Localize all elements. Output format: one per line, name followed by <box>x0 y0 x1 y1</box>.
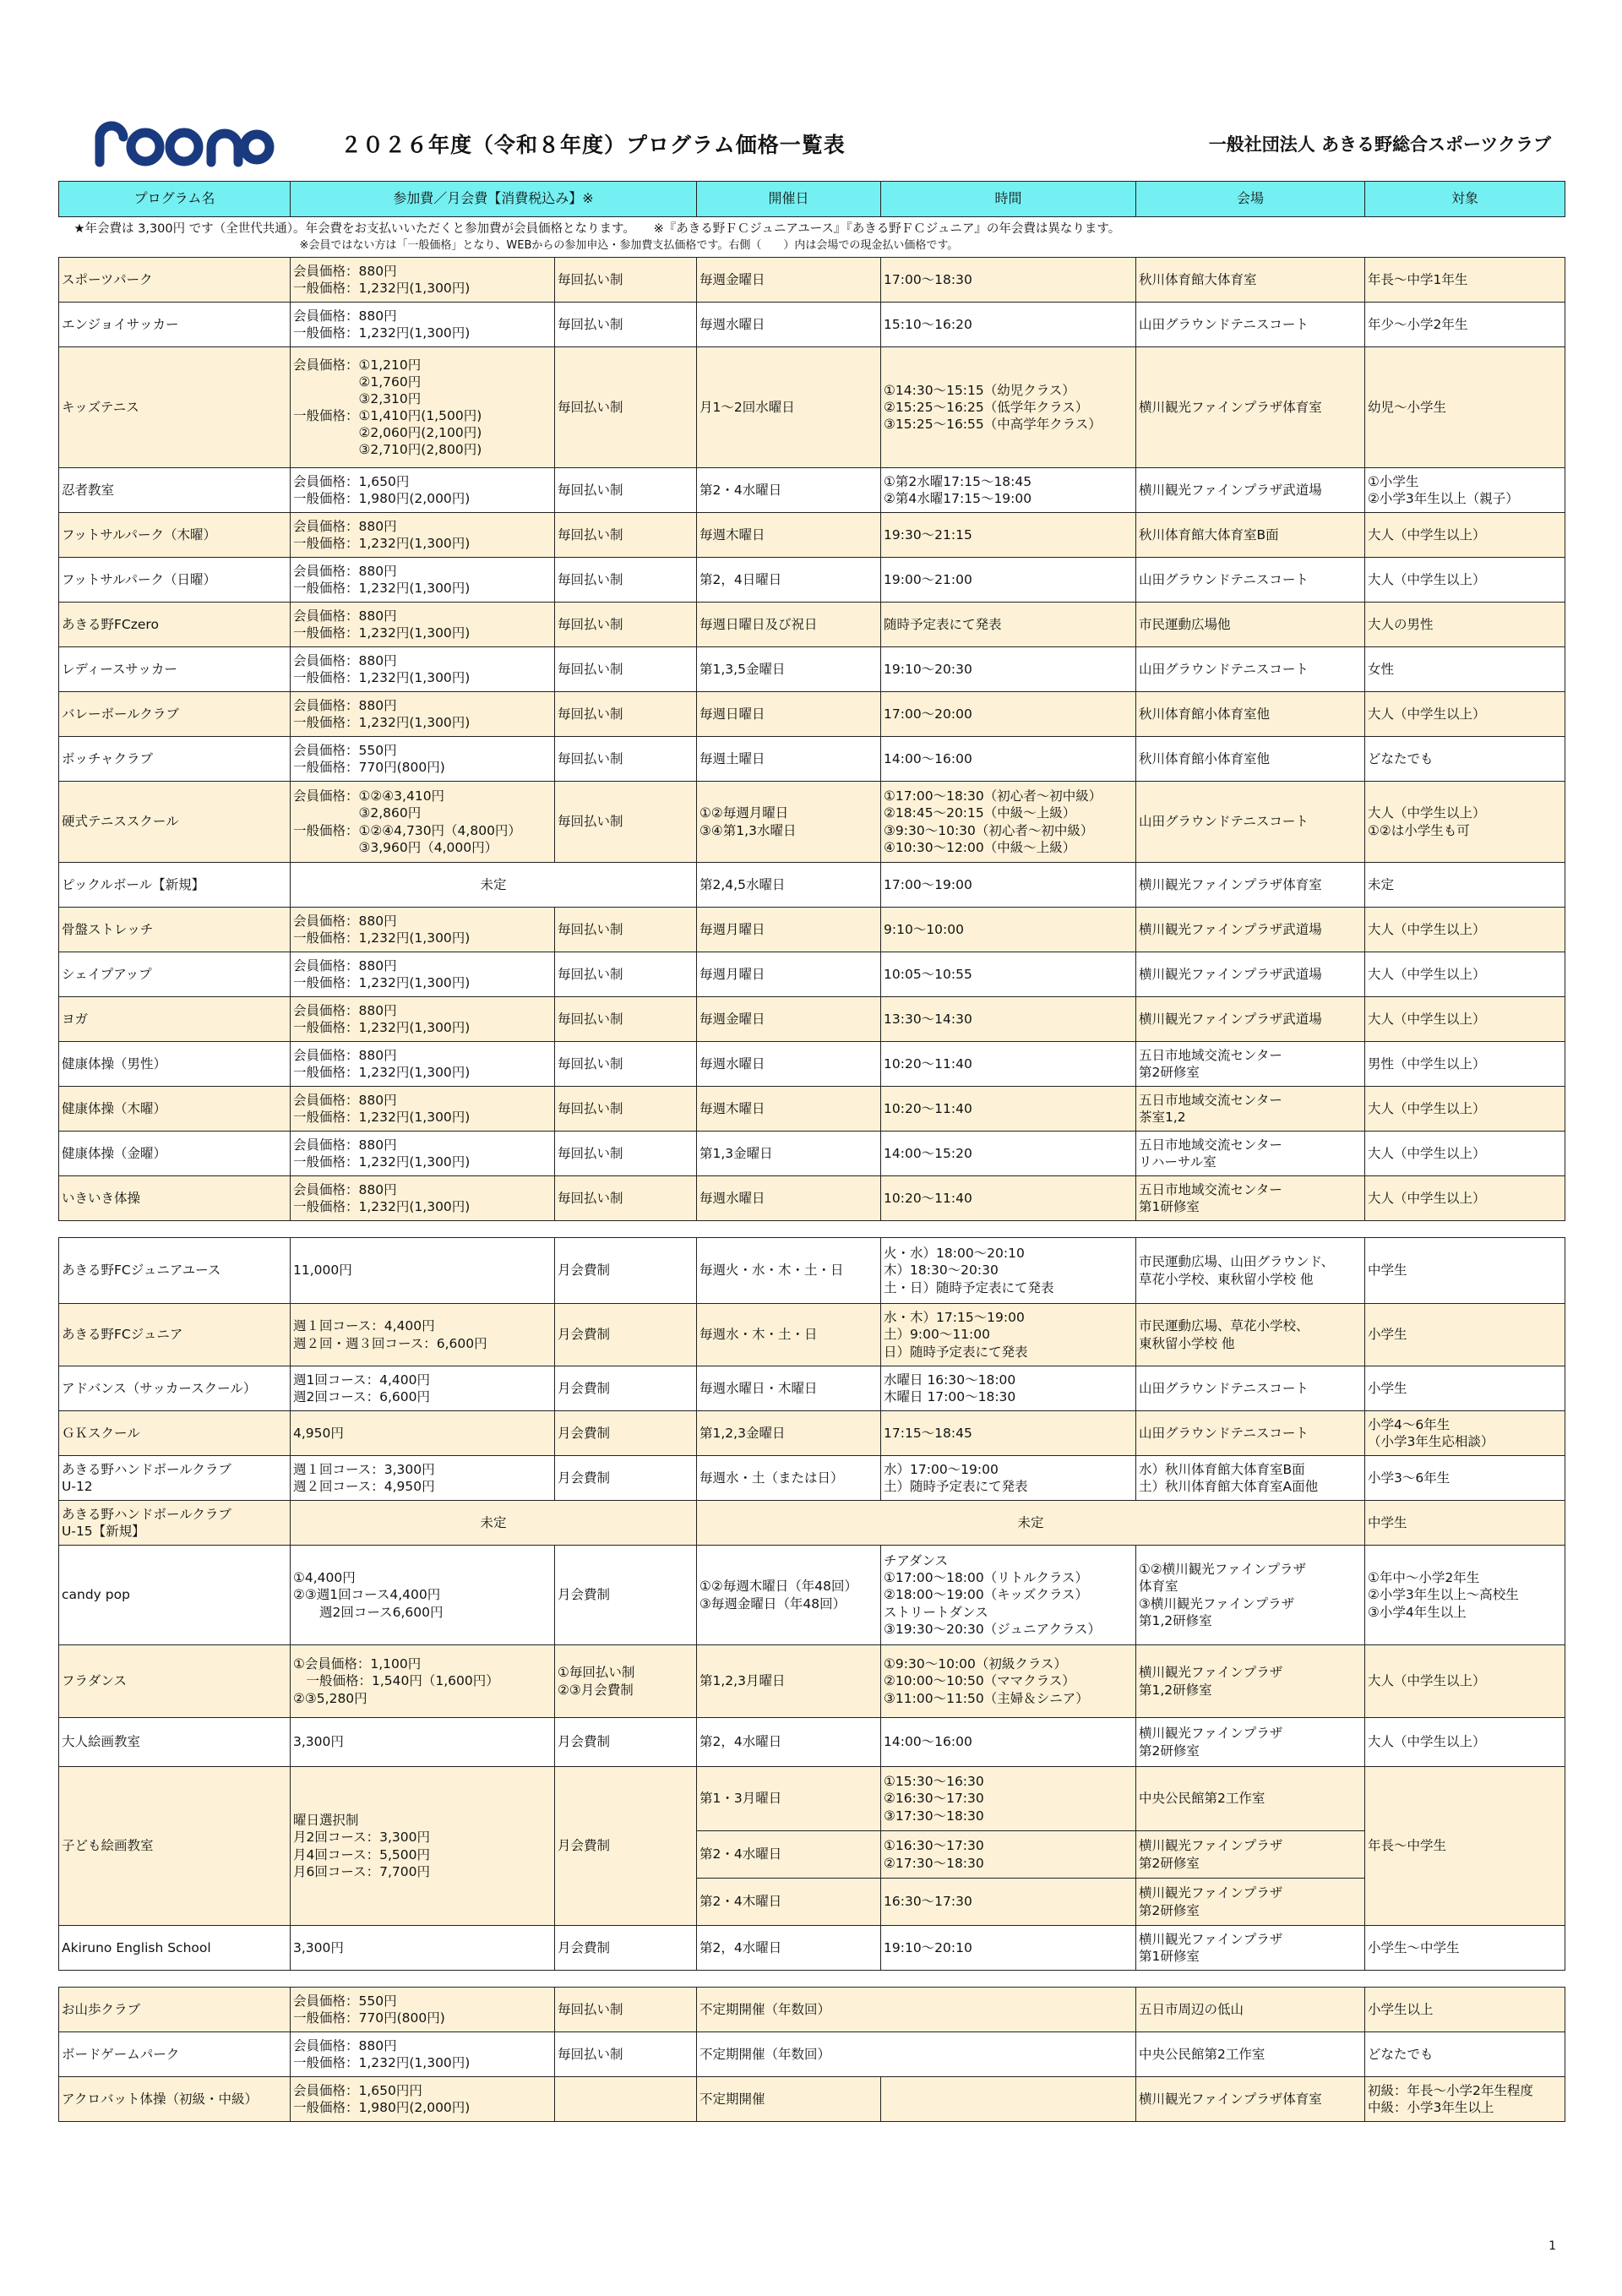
target: ①年中～小学2年生 ②小学3年生以上～高校生 ③小学4年生以上 <box>1365 1546 1565 1645</box>
target: 年長～中学1年生 <box>1365 258 1565 303</box>
table-row <box>59 1176 1565 1221</box>
table-row <box>59 737 1565 782</box>
payment-type: 毎回払い制 <box>555 2032 697 2077</box>
target: 大人（中学生以上） <box>1365 1132 1565 1176</box>
program-name: ボッチャクラブ <box>59 737 291 782</box>
schedule-day: 第2・4水曜日 <box>697 468 881 513</box>
program-name: アクロバット体操（初級・中級） <box>59 2077 291 2122</box>
table-row <box>59 1456 1565 1501</box>
table-row <box>59 1645 1565 1718</box>
target: 大人（中学生以上） ①②は小学生も可 <box>1365 782 1565 863</box>
price-table <box>58 181 1565 2122</box>
schedule-time: 水・木）17:15～19:00 土）9:00～11:00 日）随時予定表にて発表 <box>881 1304 1136 1366</box>
schedule-time <box>881 2077 1136 2122</box>
col-program: プログラム名 <box>59 182 291 217</box>
target: 大人（中学生以上） <box>1365 1718 1565 1767</box>
target: 大人（中学生以上） <box>1365 997 1565 1042</box>
fee: 会員価格：880円 一般価格：1,232円(1,300円) <box>291 1176 555 1221</box>
program-name: 硬式テニススクール <box>59 782 291 863</box>
fee: 会員価格：880円 一般価格：1,232円(1,300円) <box>291 997 555 1042</box>
venue: 山田グラウンドテニスコート <box>1136 303 1365 347</box>
program-name: Akiruno English School <box>59 1926 291 1971</box>
table-row <box>59 1988 1565 2032</box>
venue: 横川観光ファインプラザ 第2研修室 <box>1136 1718 1365 1767</box>
target: どなたでも <box>1365 2032 1565 2077</box>
venue: 秋川体育館大体育室 <box>1136 258 1365 303</box>
program-name: 大人絵画教室 <box>59 1718 291 1767</box>
venue: 五日市地域交流センター 茶室1,2 <box>1136 1087 1365 1132</box>
table-row <box>59 952 1565 997</box>
fee: 会員価格：880円 一般価格：1,232円(1,300円) <box>291 908 555 952</box>
fee: 会員価格：①②④3,410円 ③2,860円 一般価格：①②④4,730円（4,800円） ③3,960円（4,000円） <box>291 782 555 863</box>
target: 大人（中学生以上） <box>1365 952 1565 997</box>
schedule-time: ①14:30～15:15（幼児クラス） ②15:25～16:25（低学年クラス） ③15:25～16:55（中高学年クラス） <box>881 347 1136 468</box>
payment-type: 毎回払い制 <box>555 513 697 558</box>
table-row <box>59 1366 1565 1411</box>
venue: 横川観光ファインプラザ 第1研修室 <box>1136 1926 1365 1971</box>
schedule-day: 第1,2,3金曜日 <box>697 1411 881 1456</box>
table-row <box>59 647 1565 692</box>
table-row <box>59 1238 1565 1304</box>
schedule-day: 第2・4木曜日 <box>697 1879 881 1926</box>
venue: 秋川体育館小体育室他 <box>1136 692 1365 737</box>
program-name: シェイプアップ <box>59 952 291 997</box>
schedule-time: ①17:00～18:30（初心者～初中級） ②18:45～20:15（中級～上級） ③9:30～10:30（初心者～初中級） ④10:30～12:00（中級～上級） <box>881 782 1136 863</box>
program-name: 骨盤ストレッチ <box>59 908 291 952</box>
fee: 会員価格：880円 一般価格：1,232円(1,300円) <box>291 647 555 692</box>
target: 男性（中学生以上） <box>1365 1042 1565 1087</box>
payment-type: 毎回払い制 <box>555 258 697 303</box>
fee: 会員価格：1,650円円 一般価格：1,980円(2,000円) <box>291 2077 555 2122</box>
col-time: 時間 <box>881 182 1136 217</box>
program-name: あきる野FCzero <box>59 603 291 647</box>
payment-type: ①毎回払い制 ②③月会費制 <box>555 1645 697 1718</box>
table-row <box>59 1926 1565 1971</box>
fee: 会員価格：880円 一般価格：1,232円(1,300円) <box>291 2032 555 2077</box>
target: 大人（中学生以上） <box>1365 513 1565 558</box>
table-header-row <box>59 182 1565 217</box>
target: 小学生～中学生 <box>1365 1926 1565 1971</box>
venue: 横川観光ファインプラザ武道場 <box>1136 997 1365 1042</box>
table-row <box>59 1767 1565 1831</box>
venue: 山田グラウンドテニスコート <box>1136 558 1365 603</box>
payment-type: 月会費制 <box>555 1238 697 1304</box>
schedule-day: 毎週水曜日 <box>697 1176 881 1221</box>
table-row <box>59 2077 1565 2122</box>
schedule-time: 水曜日 16:30～18:00 木曜日 17:00～18:30 <box>881 1366 1136 1411</box>
notes <box>59 217 1565 258</box>
schedule-time: 17:15～18:45 <box>881 1411 1136 1456</box>
table-row <box>59 2032 1565 2077</box>
schedule-time: 10:05～10:55 <box>881 952 1136 997</box>
program-name: レディースサッカー <box>59 647 291 692</box>
fee: 未定 <box>291 863 697 908</box>
schedule-time: 17:00～19:00 <box>881 863 1136 908</box>
target: 小学3～6年生 <box>1365 1456 1565 1501</box>
page-title: ２０２６年度（令和８年度）プログラム価格一覧表 <box>340 133 846 157</box>
venue: 山田グラウンドテニスコート <box>1136 1411 1365 1456</box>
payment-type: 毎回払い制 <box>555 1042 697 1087</box>
program-name: あきる野FCジュニア <box>59 1304 291 1366</box>
fee: 4,950円 <box>291 1411 555 1456</box>
table-row <box>59 1411 1565 1456</box>
fee: 会員価格：1,650円 一般価格：1,980円(2,000円) <box>291 468 555 513</box>
program-name: 健康体操（金曜） <box>59 1132 291 1176</box>
fee: ①4,400円 ②③週1回コース4,400円 週2回コース6,600円 <box>291 1546 555 1645</box>
venue: 市民運動広場、草花小学校、 東秋留小学校 他 <box>1136 1304 1365 1366</box>
payment-type: 毎回払い制 <box>555 1176 697 1221</box>
target: 大人（中学生以上） <box>1365 1645 1565 1718</box>
venue: 市民運動広場、山田グラウンド、 草花小学校、東秋留小学校 他 <box>1136 1238 1365 1304</box>
table-row <box>59 258 1565 303</box>
table-row <box>59 1718 1565 1767</box>
fee: 会員価格：550円 一般価格：770円(800円) <box>291 1988 555 2032</box>
schedule-day: 第1・3月曜日 <box>697 1767 881 1831</box>
venue: 水）秋川体育館大体育室B面 土）秋川体育館大体育室A面他 <box>1136 1456 1365 1501</box>
schedule-time: 19:10～20:30 <box>881 647 1136 692</box>
schedule-day: 毎週月曜日 <box>697 908 881 952</box>
venue: ①②横川観光ファインプラザ 体育室 ③横川観光ファインプラザ 第1,2研修室 <box>1136 1546 1365 1645</box>
payment-type: 毎回払い制 <box>555 952 697 997</box>
payment-type: 月会費制 <box>555 1366 697 1411</box>
payment-type: 毎回払い制 <box>555 782 697 863</box>
payment-type: 月会費制 <box>555 1767 697 1926</box>
payment-type: 毎回払い制 <box>555 347 697 468</box>
program-name: フットサルパーク（日曜） <box>59 558 291 603</box>
target: 小学生以上 <box>1365 1988 1565 2032</box>
fee: 会員価格：880円 一般価格：1,232円(1,300円) <box>291 558 555 603</box>
table-row <box>59 217 1565 258</box>
venue: 横川観光ファインプラザ 第2研修室 <box>1136 1879 1365 1926</box>
program-name: あきる野ハンドボールクラブ U-15【新規】 <box>59 1501 291 1546</box>
section-gap <box>59 1971 1565 1988</box>
program-name: エンジョイサッカー <box>59 303 291 347</box>
venue: 横川観光ファインプラザ武道場 <box>1136 952 1365 997</box>
fee: 週１回コース：4,400円 週２回・週３回コース：6,600円 <box>291 1304 555 1366</box>
schedule-day: 不定期開催（年数回） <box>697 2032 1136 2077</box>
program-name: 忍者教室 <box>59 468 291 513</box>
payment-type: 毎回払い制 <box>555 647 697 692</box>
table-row <box>59 1304 1565 1366</box>
schedule-day: 第1,3金曜日 <box>697 1132 881 1176</box>
target: ①小学生 ②小学3年生以上（親子） <box>1365 468 1565 513</box>
schedule-day: 毎週木曜日 <box>697 1087 881 1132</box>
schedule-day: 毎週土曜日 <box>697 737 881 782</box>
target: 女性 <box>1365 647 1565 692</box>
fee: 会員価格：880円 一般価格：1,232円(1,300円) <box>291 513 555 558</box>
schedule-time: 9:10～10:00 <box>881 908 1136 952</box>
col-venue: 会場 <box>1136 182 1365 217</box>
schedule-day: 毎週水曜日 <box>697 303 881 347</box>
fee: 会員価格：880円 一般価格：1,232円(1,300円) <box>291 1132 555 1176</box>
note-line-2: ※会員ではない方は「一般価格」となり、WEBからの参加申込・参加費支払価格です。右側（ ）内は会場での現金払い価格です。 <box>299 238 959 252</box>
venue: 横川観光ファインプラザ 第2研修室 <box>1136 1831 1365 1879</box>
schedule-day: 毎週金曜日 <box>697 997 881 1042</box>
schedule-day: 毎週水・木・土・日 <box>697 1304 881 1366</box>
payment-type: 毎回払い制 <box>555 1988 697 2032</box>
table-row <box>59 863 1565 908</box>
schedule-time: 水）17:00～19:00 土）随時予定表にて発表 <box>881 1456 1136 1501</box>
target: 幼児～小学生 <box>1365 347 1565 468</box>
target: 大人（中学生以上） <box>1365 558 1565 603</box>
table-row <box>59 1546 1565 1645</box>
fee: 未定 <box>291 1501 697 1546</box>
target: 小学生 <box>1365 1304 1565 1366</box>
venue: 中央公民館第2工作室 <box>1136 1767 1365 1831</box>
table-row <box>59 468 1565 513</box>
payment-type: 毎回払い制 <box>555 468 697 513</box>
fee: 週１回コース：3,300円 週２回コース：4,950円 <box>291 1456 555 1501</box>
target: 大人（中学生以上） <box>1365 1087 1565 1132</box>
schedule-day: ①②毎週月曜日 ③④第1,3水曜日 <box>697 782 881 863</box>
fee: 11,000円 <box>291 1238 555 1304</box>
program-name: お山歩クラブ <box>59 1988 291 2032</box>
schedule-day: 第1,2,3月曜日 <box>697 1645 881 1718</box>
schedule-time: ①16:30～17:30 ②17:30～18:30 <box>881 1831 1136 1879</box>
fee: 会員価格：880円 一般価格：1,232円(1,300円) <box>291 258 555 303</box>
schedule-time: 10:20～11:40 <box>881 1087 1136 1132</box>
fee: 会員価格：550円 一般価格：770円(800円) <box>291 737 555 782</box>
table-row <box>59 1501 1565 1546</box>
fee: 会員価格：880円 一般価格：1,232円(1,300円) <box>291 692 555 737</box>
schedule-day: 第2,4,5水曜日 <box>697 863 881 908</box>
table-row <box>59 603 1565 647</box>
program-name: フットサルパーク（木曜） <box>59 513 291 558</box>
schedule-time: 14:00～16:00 <box>881 1718 1136 1767</box>
venue: 山田グラウンドテニスコート <box>1136 647 1365 692</box>
program-name: 健康体操（男性） <box>59 1042 291 1087</box>
schedule-time: 13:30～14:30 <box>881 997 1136 1042</box>
schedule-day: 第2・4水曜日 <box>697 1831 881 1879</box>
table-row <box>59 908 1565 952</box>
venue: 五日市周辺の低山 <box>1136 1988 1365 2032</box>
schedule-day: 第2，4水曜日 <box>697 1926 881 1971</box>
venue: 五日市地域交流センター 第1研修室 <box>1136 1176 1365 1221</box>
gap-cell <box>59 1221 1565 1238</box>
program-name: バレーボールクラブ <box>59 692 291 737</box>
payment-type: 毎回払い制 <box>555 303 697 347</box>
fee: 会員価格：880円 一般価格：1,232円(1,300円) <box>291 1042 555 1087</box>
target: 初級：年長～小学2年生程度 中級：小学3年生以上 <box>1365 2077 1565 2122</box>
venue: 横川観光ファインプラザ体育室 <box>1136 347 1365 468</box>
venue: 横川観光ファインプラザ武道場 <box>1136 468 1365 513</box>
schedule-day: 不定期開催（年数回） <box>697 1988 1136 2032</box>
program-name: アドバンス（サッカースクール） <box>59 1366 291 1411</box>
schedule-time: 19:00～21:00 <box>881 558 1136 603</box>
schedule-time: 17:00～20:00 <box>881 692 1136 737</box>
gap-cell <box>59 1971 1565 1988</box>
table-row <box>59 513 1565 558</box>
schedule-day: ①②毎週木曜日（年48回） ③毎週金曜日（年48回） <box>697 1546 881 1645</box>
payment-type: 毎回払い制 <box>555 692 697 737</box>
table-row <box>59 997 1565 1042</box>
target: どなたでも <box>1365 737 1565 782</box>
schedule-day: 毎週日曜日及び祝日 <box>697 603 881 647</box>
target: 中学生 <box>1365 1501 1565 1546</box>
program-name: ＧＫスクール <box>59 1411 291 1456</box>
target: 大人（中学生以上） <box>1365 1176 1565 1221</box>
payment-type: 毎回払い制 <box>555 997 697 1042</box>
schedule-time: 17:00～18:30 <box>881 258 1136 303</box>
schedule-time: ①9:30～10:00（初級クラス） ②10:00～10:50（ママクラス） ③11:00～11:50（主婦＆シニア） <box>881 1645 1136 1718</box>
table-row <box>59 692 1565 737</box>
venue: 横川観光ファインプラザ 第1,2研修室 <box>1136 1645 1365 1718</box>
schedule-day: 毎週水曜日・木曜日 <box>697 1366 881 1411</box>
payment-type: 毎回払い制 <box>555 1132 697 1176</box>
table-row <box>59 347 1565 468</box>
schedule-day: 第2，4水曜日 <box>697 1718 881 1767</box>
schedule-day: 毎週日曜日 <box>697 692 881 737</box>
schedule-time: 14:00～16:00 <box>881 737 1136 782</box>
table-row <box>59 1087 1565 1132</box>
organization-name: 一般社団法人 あきる野総合スポーツクラブ <box>1208 134 1551 155</box>
program-name: 子ども絵画教室 <box>59 1767 291 1926</box>
fee: 3,300円 <box>291 1718 555 1767</box>
schedule-time: 火・水）18:00～20:10 木）18:30～20:30 土・日）随時予定表にて発表 <box>881 1238 1136 1304</box>
schedule-time: 10:20～11:40 <box>881 1176 1136 1221</box>
table-row <box>59 1042 1565 1087</box>
program-name: あきる野ハンドボールクラブ U-12 <box>59 1456 291 1501</box>
col-day: 開催日 <box>697 182 881 217</box>
schedule-time: ①第2水曜17:15～18:45 ②第4水曜17:15～19:00 <box>881 468 1136 513</box>
schedule-day: 毎週金曜日 <box>697 258 881 303</box>
target: 小学生 <box>1365 1366 1565 1411</box>
target: 年少～小学2年生 <box>1365 303 1565 347</box>
payment-type: 毎回払い制 <box>555 737 697 782</box>
payment-type: 月会費制 <box>555 1926 697 1971</box>
target: 大人（中学生以上） <box>1365 908 1565 952</box>
venue: 市民運動広場他 <box>1136 603 1365 647</box>
page-number: 1 <box>1549 2239 1556 2253</box>
schedule: 未定 <box>697 1501 1365 1546</box>
venue: 五日市地域交流センター 第2研修室 <box>1136 1042 1365 1087</box>
target: 大人（中学生以上） <box>1365 692 1565 737</box>
payment-type: 月会費制 <box>555 1456 697 1501</box>
schedule-day: 第1,3,5金曜日 <box>697 647 881 692</box>
col-target: 対象 <box>1365 182 1565 217</box>
venue: 秋川体育館小体育室他 <box>1136 737 1365 782</box>
target: 小学4～6年生 （小学3年生応相談） <box>1365 1411 1565 1456</box>
fee: 3,300円 <box>291 1926 555 1971</box>
note-line-1: ★年会費は 3,300円 です（全世代共通）。年会費をお支払いいただくと参加費が会員価格となります。 ※『あきる野ＦＣジュニアユース』『あきる野ＦＣジュニア』の年会費は異なります。 <box>73 221 1121 236</box>
target: 大人の男性 <box>1365 603 1565 647</box>
venue: 五日市地域交流センター リハーサル室 <box>1136 1132 1365 1176</box>
program-name: キッズテニス <box>59 347 291 468</box>
fee: 会員価格：880円 一般価格：1,232円(1,300円) <box>291 603 555 647</box>
schedule-day: 毎週木曜日 <box>697 513 881 558</box>
payment-type: 毎回払い制 <box>555 558 697 603</box>
schedule-day: 第2，4日曜日 <box>697 558 881 603</box>
venue: 山田グラウンドテニスコート <box>1136 782 1365 863</box>
venue: 中央公民館第2工作室 <box>1136 2032 1365 2077</box>
fee: ①会員価格：1,100円 一般価格：1,540円（1,600円） ②③5,280円 <box>291 1645 555 1718</box>
payment-type: 月会費制 <box>555 1718 697 1767</box>
payment-type: 月会費制 <box>555 1546 697 1645</box>
schedule-day: 毎週水曜日 <box>697 1042 881 1087</box>
schedule-time: 10:20～11:40 <box>881 1042 1136 1087</box>
schedule-time: 19:30～21:15 <box>881 513 1136 558</box>
fee: 会員価格：①1,210円 ②1,760円 ③2,310円 一般価格：①1,410円(1,500円) ②2,060円(2,100円) ③2,710円(2,800円) <box>291 347 555 468</box>
schedule-day: 毎週水・土（または日） <box>697 1456 881 1501</box>
schedule-time: 15:10～16:20 <box>881 303 1136 347</box>
venue: 横川観光ファインプラザ武道場 <box>1136 908 1365 952</box>
target: 年長～中学生 <box>1365 1767 1565 1926</box>
roono-logo <box>93 118 275 167</box>
program-name: フラダンス <box>59 1645 291 1718</box>
table-row <box>59 1132 1565 1176</box>
schedule-day: 毎週月曜日 <box>697 952 881 997</box>
program-name: ヨガ <box>59 997 291 1042</box>
schedule-time: ①15:30～16:30 ②16:30～17:30 ③17:30～18:30 <box>881 1767 1136 1831</box>
target: 未定 <box>1365 863 1565 908</box>
table-row <box>59 558 1565 603</box>
schedule-day: 不定期開催 <box>697 2077 881 2122</box>
schedule-day: 毎週火・水・木・土・日 <box>697 1238 881 1304</box>
program-name: スポーツパーク <box>59 258 291 303</box>
fee: 週1回コース：4,400円 週2回コース：6,600円 <box>291 1366 555 1411</box>
table-row <box>59 303 1565 347</box>
venue: 山田グラウンドテニスコート <box>1136 1366 1365 1411</box>
target: 中学生 <box>1365 1238 1565 1304</box>
schedule-time: 随時予定表にて発表 <box>881 603 1136 647</box>
program-name: candy pop <box>59 1546 291 1645</box>
program-name: ボードゲームパーク <box>59 2032 291 2077</box>
program-name: ピックルボール【新規】 <box>59 863 291 908</box>
schedule-time: チアダンス ①17:00～18:00（リトルクラス） ②18:00～19:00（キッズクラス） ストリートダンス ③19:30～20:30（ジュニアクラス） <box>881 1546 1136 1645</box>
venue: 横川観光ファインプラザ体育室 <box>1136 863 1365 908</box>
payment-type: 毎回払い制 <box>555 1087 697 1132</box>
fee: 曜日選択制 月2回コース：3,300円 月4回コース：5,500円 月6回コース：7,700円 <box>291 1767 555 1926</box>
program-name: 健康体操（木曜） <box>59 1087 291 1132</box>
schedule-time: 16:30～17:30 <box>881 1879 1136 1926</box>
payment-type: 毎回払い制 <box>555 603 697 647</box>
payment-type: 月会費制 <box>555 1304 697 1366</box>
col-fee: 参加費／月会費【消費税込み】※ <box>291 182 697 217</box>
table-row <box>59 782 1565 863</box>
schedule-time: 19:10～20:10 <box>881 1926 1136 1971</box>
section-gap <box>59 1221 1565 1238</box>
venue: 横川観光ファインプラザ体育室 <box>1136 2077 1365 2122</box>
schedule-time: 14:00～15:20 <box>881 1132 1136 1176</box>
payment-type: 毎回払い制 <box>555 908 697 952</box>
fee: 会員価格：880円 一般価格：1,232円(1,300円) <box>291 1087 555 1132</box>
fee: 会員価格：880円 一般価格：1,232円(1,300円) <box>291 952 555 997</box>
payment-type: 月会費制 <box>555 1411 697 1456</box>
schedule-day: 月1～2回水曜日 <box>697 347 881 468</box>
program-name: あきる野FCジュニアユース <box>59 1238 291 1304</box>
venue: 秋川体育館大体育室B面 <box>1136 513 1365 558</box>
fee: 会員価格：880円 一般価格：1,232円(1,300円) <box>291 303 555 347</box>
payment-type <box>555 2077 697 2122</box>
program-name: いきいき体操 <box>59 1176 291 1221</box>
